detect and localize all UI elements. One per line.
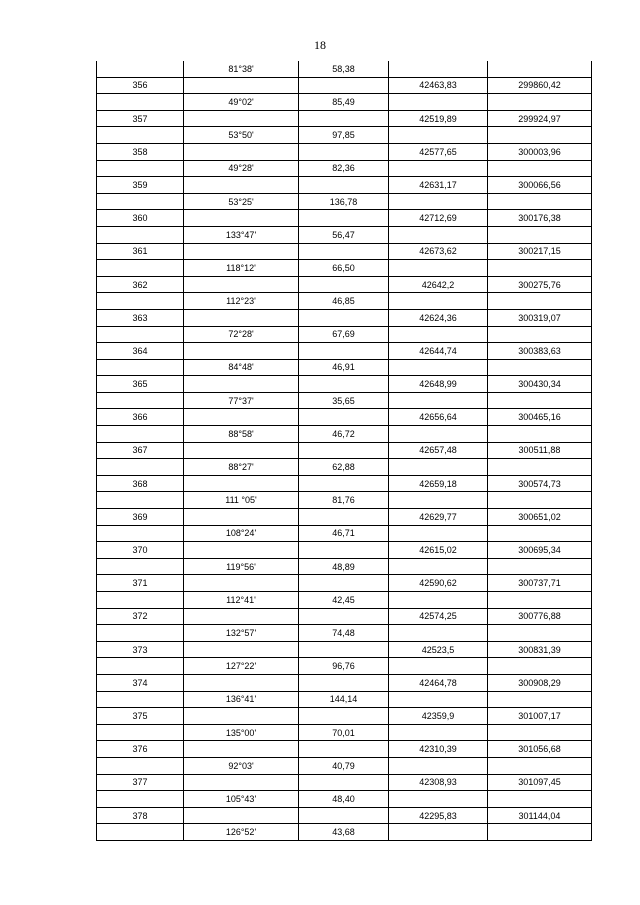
length-cell: 97,85 xyxy=(299,127,389,144)
table-row xyxy=(97,392,592,409)
x-coordinate-cell xyxy=(389,459,488,476)
length-cell xyxy=(299,641,389,658)
x-coordinate-cell xyxy=(389,658,488,675)
angle-cell xyxy=(184,575,299,592)
angle-cell xyxy=(184,276,299,293)
angle-cell xyxy=(184,608,299,625)
angle-cell xyxy=(184,77,299,94)
point-number-cell: 376 xyxy=(97,741,184,758)
x-coordinate-cell xyxy=(389,558,488,575)
length-cell: 96,76 xyxy=(299,658,389,675)
length-cell: 46,91 xyxy=(299,359,389,376)
table-row xyxy=(97,741,592,758)
angle-cell: 81°38' xyxy=(184,61,299,77)
length-cell xyxy=(299,243,389,260)
table-row xyxy=(97,575,592,592)
table-row xyxy=(97,77,592,94)
y-coordinate-cell: 300574,73 xyxy=(488,475,592,492)
x-coordinate-cell xyxy=(389,226,488,243)
angle-cell xyxy=(184,641,299,658)
y-coordinate-cell xyxy=(488,658,592,675)
point-number-cell xyxy=(97,127,184,144)
y-coordinate-cell: 300275,76 xyxy=(488,276,592,293)
table-row xyxy=(97,691,592,708)
x-coordinate-cell: 42712,69 xyxy=(389,210,488,227)
angle-cell xyxy=(184,177,299,194)
y-coordinate-cell xyxy=(488,791,592,808)
angle-cell: 88°27' xyxy=(184,459,299,476)
point-number-cell: 357 xyxy=(97,110,184,127)
x-coordinate-cell: 42464,78 xyxy=(389,674,488,691)
angle-cell xyxy=(184,807,299,824)
point-number-cell xyxy=(97,724,184,741)
table-row xyxy=(97,625,592,642)
angle-cell xyxy=(184,110,299,127)
length-cell: 67,69 xyxy=(299,326,389,343)
length-cell: 46,85 xyxy=(299,293,389,310)
table-row xyxy=(97,757,592,774)
table-row xyxy=(97,824,592,841)
point-number-cell xyxy=(97,326,184,343)
angle-cell xyxy=(184,376,299,393)
x-coordinate-cell: 42577,65 xyxy=(389,143,488,160)
length-cell xyxy=(299,442,389,459)
x-coordinate-cell: 42519,89 xyxy=(389,110,488,127)
angle-cell: 77°37' xyxy=(184,392,299,409)
point-number-cell xyxy=(97,426,184,443)
length-cell: 48,40 xyxy=(299,791,389,808)
table-row xyxy=(97,525,592,542)
point-number-cell xyxy=(97,791,184,808)
y-coordinate-cell: 301097,45 xyxy=(488,774,592,791)
length-cell: 58,38 xyxy=(299,61,389,77)
y-coordinate-cell: 300651,02 xyxy=(488,509,592,526)
length-cell xyxy=(299,807,389,824)
angle-cell: 118°12' xyxy=(184,260,299,277)
y-coordinate-cell xyxy=(488,392,592,409)
x-coordinate-cell xyxy=(389,625,488,642)
x-coordinate-cell xyxy=(389,691,488,708)
x-coordinate-cell: 42310,39 xyxy=(389,741,488,758)
x-coordinate-cell xyxy=(389,724,488,741)
length-cell: 43,68 xyxy=(299,824,389,841)
y-coordinate-cell xyxy=(488,160,592,177)
point-number-cell: 364 xyxy=(97,343,184,360)
table-row xyxy=(97,492,592,509)
y-coordinate-cell xyxy=(488,61,592,77)
angle-cell xyxy=(184,475,299,492)
length-cell xyxy=(299,608,389,625)
point-number-cell: 369 xyxy=(97,509,184,526)
table-row xyxy=(97,807,592,824)
length-cell xyxy=(299,509,389,526)
y-coordinate-cell xyxy=(488,260,592,277)
x-coordinate-cell xyxy=(389,127,488,144)
angle-cell: 126°52' xyxy=(184,824,299,841)
y-coordinate-cell: 300831,39 xyxy=(488,641,592,658)
length-cell: 81,76 xyxy=(299,492,389,509)
point-number-cell: 372 xyxy=(97,608,184,625)
x-coordinate-cell xyxy=(389,757,488,774)
y-coordinate-cell xyxy=(488,558,592,575)
table-row xyxy=(97,276,592,293)
length-cell: 144,14 xyxy=(299,691,389,708)
angle-cell xyxy=(184,509,299,526)
x-coordinate-cell xyxy=(389,426,488,443)
length-cell xyxy=(299,741,389,758)
table-row xyxy=(97,608,592,625)
point-number-cell xyxy=(97,558,184,575)
y-coordinate-cell: 300776,88 xyxy=(488,608,592,625)
angle-cell xyxy=(184,243,299,260)
point-number-cell: 368 xyxy=(97,475,184,492)
x-coordinate-cell xyxy=(389,824,488,841)
angle-cell: 127°22' xyxy=(184,658,299,675)
point-number-cell xyxy=(97,525,184,542)
table-row xyxy=(97,791,592,808)
x-coordinate-cell xyxy=(389,791,488,808)
angle-cell xyxy=(184,674,299,691)
x-coordinate-cell xyxy=(389,293,488,310)
x-coordinate-cell: 42308,93 xyxy=(389,774,488,791)
y-coordinate-cell xyxy=(488,293,592,310)
table-row xyxy=(97,658,592,675)
angle-cell xyxy=(184,210,299,227)
y-coordinate-cell: 300176,38 xyxy=(488,210,592,227)
table-row xyxy=(97,376,592,393)
length-cell: 35,65 xyxy=(299,392,389,409)
table-row xyxy=(97,674,592,691)
point-number-cell xyxy=(97,625,184,642)
point-number-cell xyxy=(97,459,184,476)
point-number-cell xyxy=(97,61,184,77)
x-coordinate-cell: 42615,02 xyxy=(389,542,488,559)
table-row xyxy=(97,243,592,260)
point-number-cell: 356 xyxy=(97,77,184,94)
point-number-cell: 363 xyxy=(97,309,184,326)
angle-cell: 53°25' xyxy=(184,193,299,210)
length-cell xyxy=(299,409,389,426)
x-coordinate-cell: 42590,62 xyxy=(389,575,488,592)
x-coordinate-cell: 42659,18 xyxy=(389,475,488,492)
angle-cell xyxy=(184,442,299,459)
table-row xyxy=(97,359,592,376)
table-row xyxy=(97,774,592,791)
table-row xyxy=(97,193,592,210)
point-number-cell xyxy=(97,260,184,277)
angle-cell: 135°00' xyxy=(184,724,299,741)
x-coordinate-cell: 42657,48 xyxy=(389,442,488,459)
y-coordinate-cell xyxy=(488,492,592,509)
point-number-cell: 367 xyxy=(97,442,184,459)
point-number-cell: 373 xyxy=(97,641,184,658)
angle-cell: 84°48' xyxy=(184,359,299,376)
length-cell: 74,48 xyxy=(299,625,389,642)
angle-cell: 105°43' xyxy=(184,791,299,808)
angle-cell: 132°57' xyxy=(184,625,299,642)
table-row xyxy=(97,61,592,77)
angle-cell: 53°50' xyxy=(184,127,299,144)
length-cell xyxy=(299,542,389,559)
length-cell: 70,01 xyxy=(299,724,389,741)
angle-cell: 108°24' xyxy=(184,525,299,542)
y-coordinate-cell: 299860,42 xyxy=(488,77,592,94)
y-coordinate-cell: 300383,63 xyxy=(488,343,592,360)
y-coordinate-cell xyxy=(488,724,592,741)
point-number-cell: 361 xyxy=(97,243,184,260)
table-row xyxy=(97,293,592,310)
point-number-cell xyxy=(97,757,184,774)
length-cell: 46,72 xyxy=(299,426,389,443)
table-row xyxy=(97,558,592,575)
table-row xyxy=(97,409,592,426)
y-coordinate-cell xyxy=(488,127,592,144)
angle-cell: 133°47' xyxy=(184,226,299,243)
length-cell xyxy=(299,343,389,360)
length-cell: 85,49 xyxy=(299,94,389,111)
point-number-cell: 374 xyxy=(97,674,184,691)
x-coordinate-cell xyxy=(389,326,488,343)
length-cell xyxy=(299,674,389,691)
table-row xyxy=(97,641,592,658)
y-coordinate-cell: 300695,34 xyxy=(488,542,592,559)
angle-cell xyxy=(184,309,299,326)
table-row xyxy=(97,143,592,160)
length-cell xyxy=(299,475,389,492)
coordinates-table xyxy=(96,61,592,841)
length-cell xyxy=(299,708,389,725)
table-row xyxy=(97,542,592,559)
point-number-cell: 366 xyxy=(97,409,184,426)
length-cell xyxy=(299,376,389,393)
length-cell: 136,78 xyxy=(299,193,389,210)
x-coordinate-cell: 42359,9 xyxy=(389,708,488,725)
table-row xyxy=(97,177,592,194)
y-coordinate-cell: 300003,96 xyxy=(488,143,592,160)
table-row xyxy=(97,592,592,609)
x-coordinate-cell: 42656,64 xyxy=(389,409,488,426)
point-number-cell xyxy=(97,392,184,409)
point-number-cell xyxy=(97,193,184,210)
x-coordinate-cell xyxy=(389,392,488,409)
angle-cell xyxy=(184,143,299,160)
table-row xyxy=(97,475,592,492)
angle-cell: 119°56' xyxy=(184,558,299,575)
x-coordinate-cell: 42629,77 xyxy=(389,509,488,526)
y-coordinate-cell xyxy=(488,326,592,343)
point-number-cell: 358 xyxy=(97,143,184,160)
table-row xyxy=(97,509,592,526)
y-coordinate-cell xyxy=(488,359,592,376)
angle-cell xyxy=(184,409,299,426)
table-row xyxy=(97,226,592,243)
x-coordinate-cell: 42523,5 xyxy=(389,641,488,658)
point-number-cell: 359 xyxy=(97,177,184,194)
y-coordinate-cell: 301056,68 xyxy=(488,741,592,758)
point-number-cell: 377 xyxy=(97,774,184,791)
y-coordinate-cell xyxy=(488,757,592,774)
x-coordinate-cell: 42463,83 xyxy=(389,77,488,94)
point-number-cell: 362 xyxy=(97,276,184,293)
y-coordinate-cell: 301144,04 xyxy=(488,807,592,824)
table-row xyxy=(97,426,592,443)
x-coordinate-cell: 42644,74 xyxy=(389,343,488,360)
x-coordinate-cell xyxy=(389,94,488,111)
length-cell: 42,45 xyxy=(299,592,389,609)
angle-cell: 112°41' xyxy=(184,592,299,609)
point-number-cell xyxy=(97,691,184,708)
length-cell xyxy=(299,110,389,127)
x-coordinate-cell xyxy=(389,592,488,609)
table-row xyxy=(97,210,592,227)
coordinates-table-body xyxy=(97,61,592,840)
point-number-cell xyxy=(97,592,184,609)
y-coordinate-cell: 300737,71 xyxy=(488,575,592,592)
length-cell: 56,47 xyxy=(299,226,389,243)
angle-cell xyxy=(184,708,299,725)
angle-cell: 92°03' xyxy=(184,757,299,774)
point-number-cell: 370 xyxy=(97,542,184,559)
point-number-cell: 365 xyxy=(97,376,184,393)
length-cell xyxy=(299,77,389,94)
table-row xyxy=(97,127,592,144)
point-number-cell: 360 xyxy=(97,210,184,227)
y-coordinate-cell xyxy=(488,426,592,443)
y-coordinate-cell xyxy=(488,625,592,642)
x-coordinate-cell xyxy=(389,359,488,376)
table-row xyxy=(97,309,592,326)
x-coordinate-cell: 42642,2 xyxy=(389,276,488,293)
table-row xyxy=(97,260,592,277)
table-row xyxy=(97,343,592,360)
x-coordinate-cell xyxy=(389,525,488,542)
x-coordinate-cell: 42295,83 xyxy=(389,807,488,824)
table-row xyxy=(97,160,592,177)
angle-cell: 112°23' xyxy=(184,293,299,310)
page-number: 18 xyxy=(314,38,326,52)
angle-cell xyxy=(184,343,299,360)
y-coordinate-cell: 299924,97 xyxy=(488,110,592,127)
y-coordinate-cell xyxy=(488,193,592,210)
x-coordinate-cell: 42648,99 xyxy=(389,376,488,393)
length-cell xyxy=(299,177,389,194)
point-number-cell xyxy=(97,226,184,243)
length-cell: 82,36 xyxy=(299,160,389,177)
y-coordinate-cell: 300319,07 xyxy=(488,309,592,326)
y-coordinate-cell: 300908,29 xyxy=(488,674,592,691)
table-row xyxy=(97,459,592,476)
angle-cell: 72°28' xyxy=(184,326,299,343)
length-cell: 62,88 xyxy=(299,459,389,476)
length-cell xyxy=(299,210,389,227)
y-coordinate-cell: 300066,56 xyxy=(488,177,592,194)
x-coordinate-cell xyxy=(389,492,488,509)
y-coordinate-cell xyxy=(488,525,592,542)
angle-cell xyxy=(184,741,299,758)
point-number-cell xyxy=(97,492,184,509)
point-number-cell xyxy=(97,658,184,675)
y-coordinate-cell xyxy=(488,226,592,243)
y-coordinate-cell xyxy=(488,459,592,476)
y-coordinate-cell xyxy=(488,592,592,609)
table-row xyxy=(97,708,592,725)
table-row xyxy=(97,442,592,459)
point-number-cell: 378 xyxy=(97,807,184,824)
length-cell xyxy=(299,774,389,791)
y-coordinate-cell: 300217,15 xyxy=(488,243,592,260)
x-coordinate-cell: 42673,62 xyxy=(389,243,488,260)
point-number-cell: 371 xyxy=(97,575,184,592)
length-cell: 40,79 xyxy=(299,757,389,774)
point-number-cell xyxy=(97,359,184,376)
point-number-cell xyxy=(97,293,184,310)
angle-cell: 49°02' xyxy=(184,94,299,111)
x-coordinate-cell: 42631,17 xyxy=(389,177,488,194)
length-cell: 46,71 xyxy=(299,525,389,542)
table-row xyxy=(97,326,592,343)
point-number-cell xyxy=(97,824,184,841)
angle-cell xyxy=(184,774,299,791)
table-row xyxy=(97,110,592,127)
x-coordinate-cell: 42574,25 xyxy=(389,608,488,625)
length-cell: 66,50 xyxy=(299,260,389,277)
x-coordinate-cell xyxy=(389,193,488,210)
table-row xyxy=(97,94,592,111)
length-cell xyxy=(299,276,389,293)
length-cell xyxy=(299,309,389,326)
angle-cell xyxy=(184,542,299,559)
length-cell: 48,89 xyxy=(299,558,389,575)
x-coordinate-cell xyxy=(389,160,488,177)
y-coordinate-cell: 301007,17 xyxy=(488,708,592,725)
point-number-cell: 375 xyxy=(97,708,184,725)
x-coordinate-cell xyxy=(389,61,488,77)
angle-cell: 88°58' xyxy=(184,426,299,443)
length-cell xyxy=(299,143,389,160)
point-number-cell xyxy=(97,160,184,177)
angle-cell: 136°41' xyxy=(184,691,299,708)
y-coordinate-cell: 300430,34 xyxy=(488,376,592,393)
angle-cell: 111 °05' xyxy=(184,492,299,509)
x-coordinate-cell xyxy=(389,260,488,277)
length-cell xyxy=(299,575,389,592)
y-coordinate-cell xyxy=(488,94,592,111)
y-coordinate-cell: 300511,88 xyxy=(488,442,592,459)
table-row xyxy=(97,724,592,741)
y-coordinate-cell: 300465,16 xyxy=(488,409,592,426)
angle-cell: 49°28' xyxy=(184,160,299,177)
x-coordinate-cell: 42624,36 xyxy=(389,309,488,326)
y-coordinate-cell xyxy=(488,824,592,841)
y-coordinate-cell xyxy=(488,691,592,708)
point-number-cell xyxy=(97,94,184,111)
